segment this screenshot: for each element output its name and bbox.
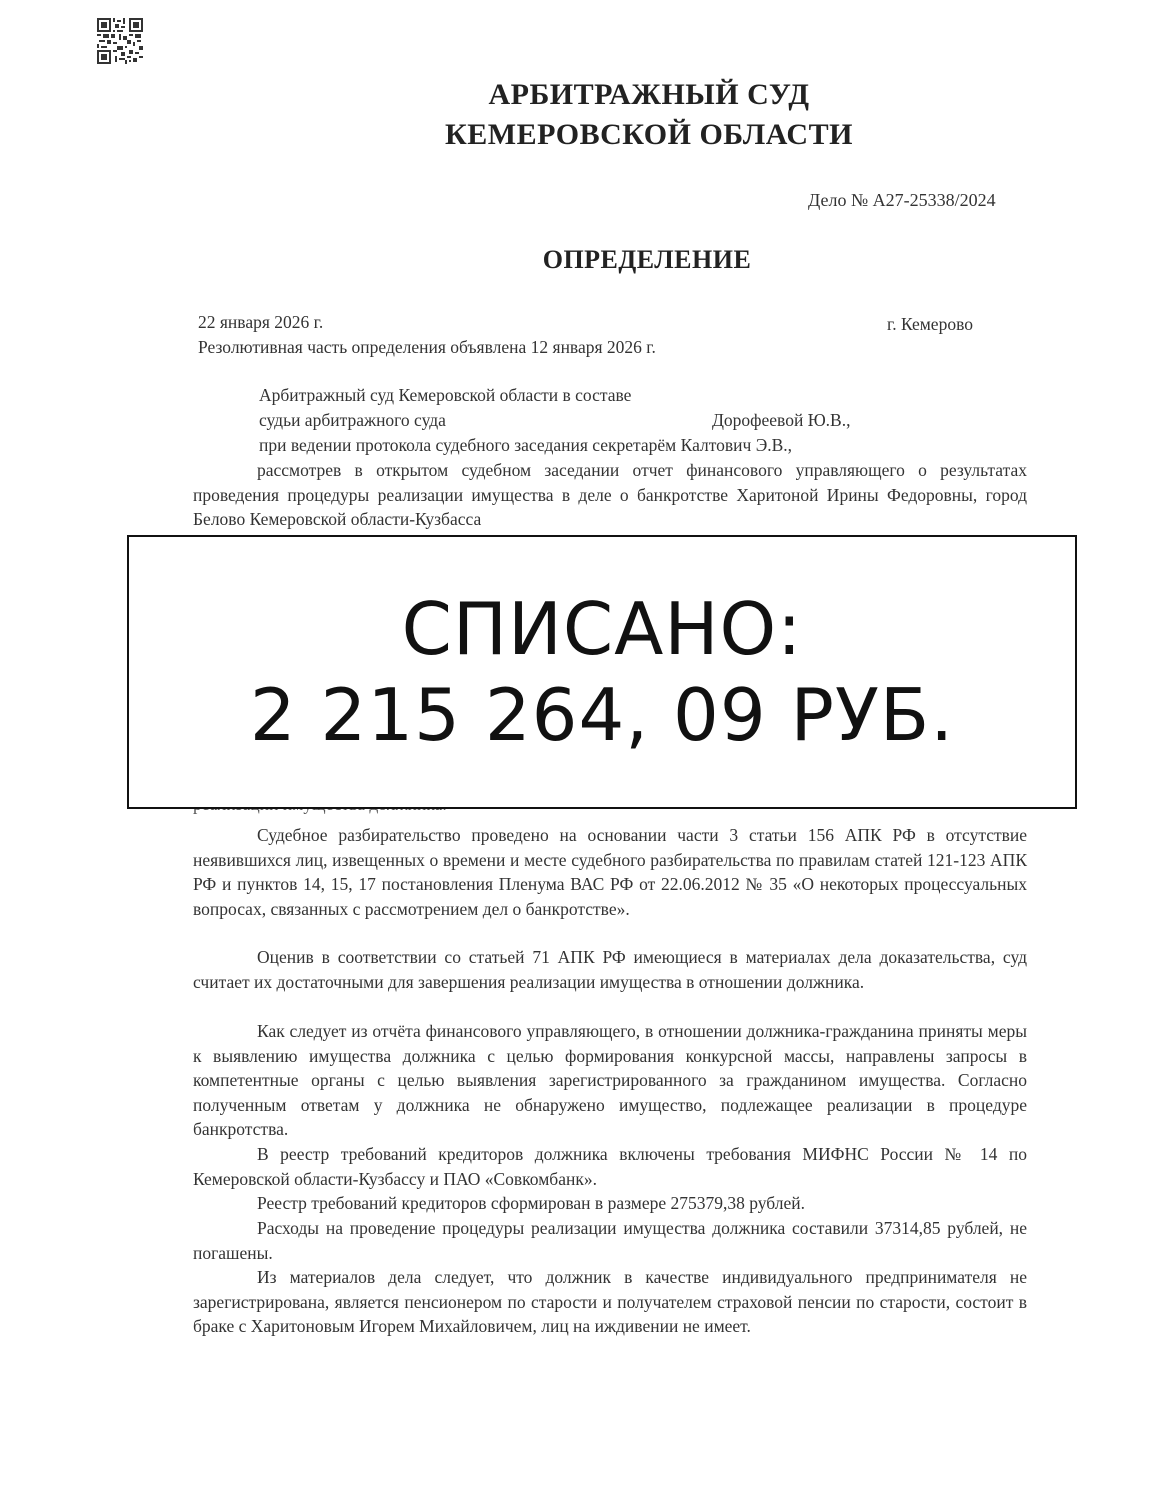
paragraph-hearing: Судебное разбирательство проведено на основании части 3 статьи 156 АПК РФ в отсутствие неявившихся лиц, извещенных о времени и месте судебного разбирательства по правилам статей 121-123 АПК РФ и пунктов 14, 15, 17 постановления Пленума ВАС РФ от 22.06.2012 № 35 «О некоторых процессуальных вопросах, связанных с рассмотрением дел о банкротстве». — [193, 825, 1027, 919]
paragraph-debtor-status: Из материалов дела следует, что должник в качестве индивидуального предпринимателя не зарегистрирована, является пенсионером по старости и получателем страховой пенсии по старости, состоит в браке с Харитоновым Игорем Михайловичем, лиц на иждивении не имеет. — [193, 1267, 1027, 1336]
secretary-line: при ведении протокола судебного заседания секретарём Калтович Э.В., — [259, 435, 793, 455]
judge-label: судьи арбитражного суда — [259, 410, 446, 430]
court-name-line2: КЕМЕРОВСКОЙ ОБЛАСТИ — [445, 118, 853, 151]
judge-name: Дорофеевой Ю.В., — [712, 410, 851, 430]
intro-line: Арбитражный суд Кемеровской области в составе — [259, 385, 632, 405]
document-title: ОПРЕДЕЛЕНИЕ — [542, 245, 752, 274]
document-date: 22 января 2026 г. — [198, 312, 324, 332]
document-city: г. Кемерово — [887, 314, 973, 334]
paragraph-report: Как следует из отчёта финансового управляющего, в отношении должника-гражданина приняты меры к выявлению имущества должника с целью формирования конкурсной массы, направлены запросы в компетентные органы с целью выявления зарегистрированного за гражданином имущества. Согласно полученным ответам у должника не обнаружено имущество, подлежащее реализации в процедуре банкротства. — [193, 1021, 1027, 1139]
paragraph-registry-amount: Реестр требований кредиторов сформирован в размере 275379,38 рублей. — [257, 1193, 805, 1213]
qr-code-icon — [97, 18, 143, 64]
resolution-note: Резолютивная часть определения объявлена 12 января 2026 г. — [198, 337, 656, 357]
considering-paragraph: рассмотрев в открытом судебном заседании отчет финансового управляющего о результатах проведения процедуры реализации имущества в деле о банкротстве Харитоной Ирины Федоровны, город Белово Кемеровской области-Кузбасса — [193, 460, 1027, 529]
stamp-label: СПИСАНО: — [401, 587, 803, 671]
paragraph-expenses: Расходы на проведение процедуры реализации имущества должника составили 37314,85 рублей, не погашены. — [193, 1218, 1027, 1263]
paragraph-evaluation: Оценив в соответствии со статьей 71 АПК РФ имеющиеся в материалах дела доказательства, суд считает их достаточными для завершения реализации имущества в отношении должника. — [193, 947, 1027, 992]
case-number: Дело № А27-25338/2024 — [808, 190, 996, 210]
stamp-amount: 2 215 264, 09 РУБ. — [249, 673, 955, 757]
paragraph-registry-creditors: В реестр требований кредиторов должника включены требования МИФНС России № 14 по Кемеровской области-Кузбассу и ПАО «Совкомбанк». — [193, 1144, 1027, 1189]
court-name-line1: АРБИТРАЖНЫЙ СУД — [488, 78, 810, 111]
written-off-stamp — [127, 535, 1077, 809]
